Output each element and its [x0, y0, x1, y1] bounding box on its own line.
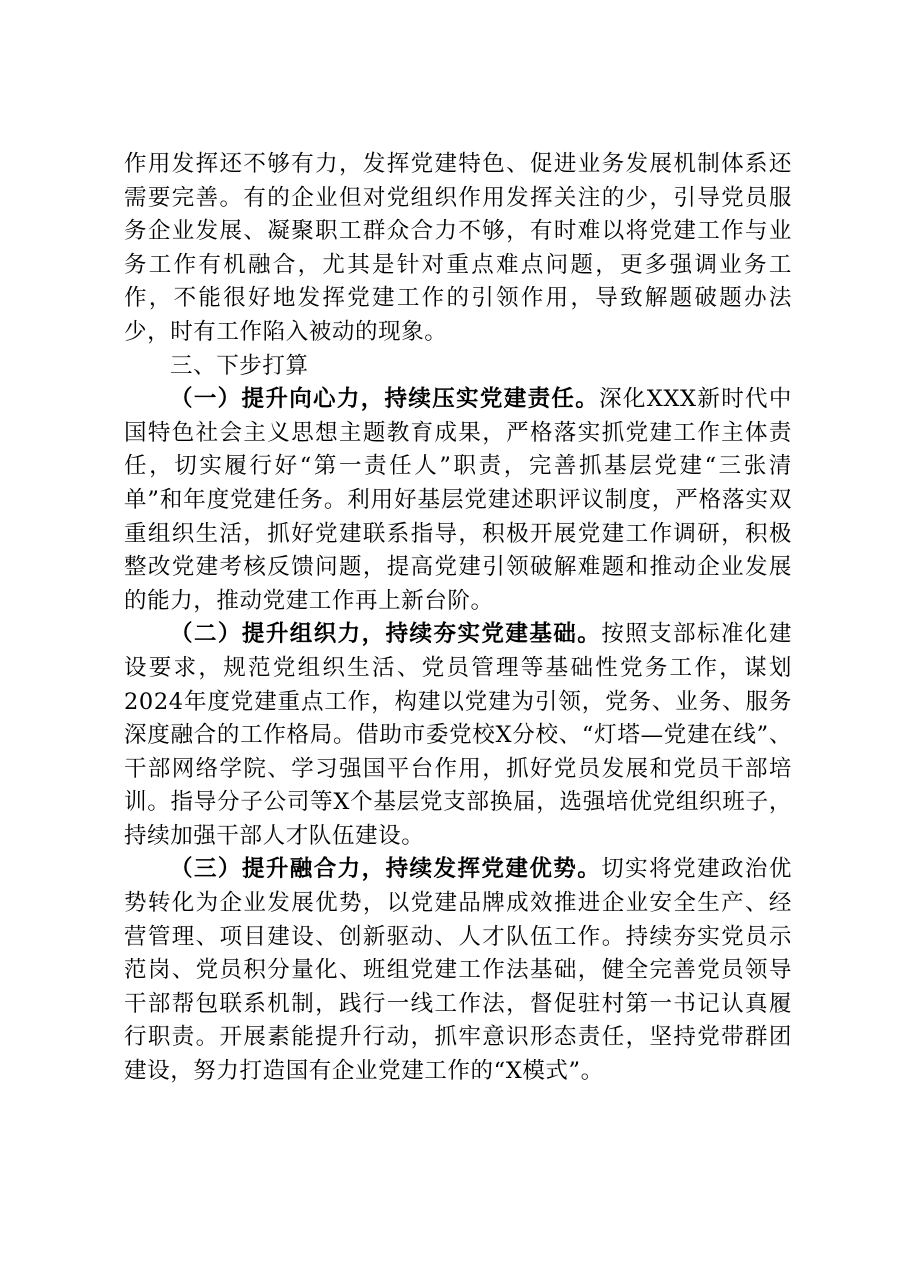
- item-3-paragraph: [124, 853, 792, 1088]
- paragraph-continued: [124, 148, 792, 350]
- section-heading: 三、下步打算: [170, 352, 309, 379]
- document-body: [124, 148, 792, 1089]
- item-1-lead: （一）提升向心力，持续压实党建责任。: [170, 386, 600, 413]
- item-1-body: 深化XXX新时代中国特色社会主义思想主题教育成果，严格落实抓党建工作主体责任，切实履行好“第一责任人”职责，完善抓基层党建“三张清单”和年度党建任务。利用好基层党建述职评议制度，严格落实双重组织生活，抓好党建联系指导，积极开展党建工作调研，积极整改党建考核反馈问题，提高党建引领破解难题和推动企业发展的能力，推动党建工作再上新台阶。: [124, 386, 792, 614]
- item-1-paragraph: [124, 383, 792, 618]
- item-2-body: 按照支部标准化建设要求，规范党组织生活、党员管理等基础性党务工作，谋划2024年度党建重点工作，构建以党建为引领，党务、业务、服务深度融合的工作格局。借助市委党校X分校、“灯塔—党建在线”、干部网络学院、学习强国平台作用，抓好党员发展和党员干部培训。指导分子公司等X个基层党支部换届，选强培优党组织班子，持续加强干部人才队伍建设。: [124, 621, 792, 849]
- item-3-body: 切实将党建政治优势转化为企业发展优势，以党建品牌成效推进企业安全生产、经营管理、项目建设、创新驱动、人才队伍工作。持续夯实党员示范岗、党员积分量化、班组党建工作法基础，健全完善党员领导干部帮包联系机制，践行一线工作法，督促驻村第一书记认真履行职责。开展素能提升行动，抓牢意识形态责任，坚持党带群团建设，努力打造国有企业党建工作的“X模式”。: [124, 856, 792, 1085]
- item-2-paragraph: [124, 618, 792, 853]
- item-3-lead: （三）提升融合力，持续发挥党建优势。: [170, 856, 602, 883]
- paragraph-text: 作用发挥还不够有力，发挥党建特色、促进业务发展机制体系还需要完善。有的企业但对党组织作用发挥关注的少，引导党员服务企业发展、凝聚职工群众合力不够，有时难以将党建工作与业务工作有机融合，尤其是针对重点难点问题，更多强调业务工作，不能很好地发挥党建工作的引领作用，导致解题破题办法少，时有工作陷入被动的现象。: [124, 151, 792, 345]
- item-2-lead: （二）提升组织力，持续夯实党建基础。: [170, 621, 602, 648]
